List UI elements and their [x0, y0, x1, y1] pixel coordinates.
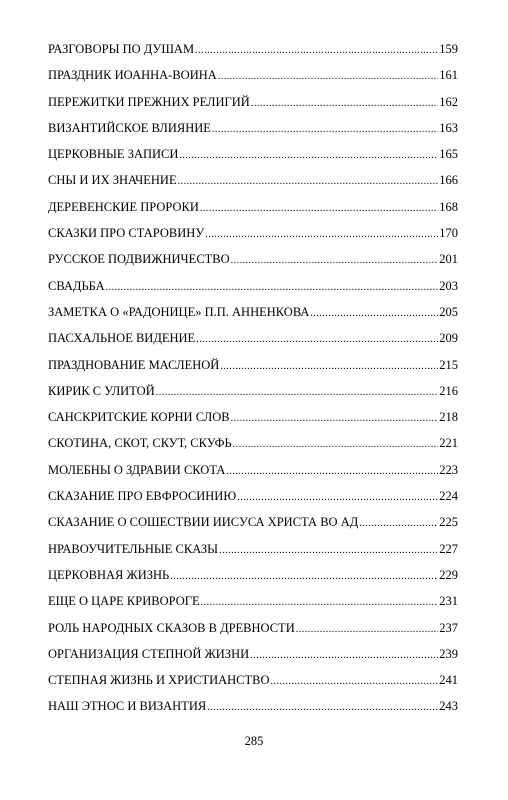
toc-entry-title: КИРИК С УЛИТОЙ — [48, 383, 155, 398]
toc-entry — [48, 252, 458, 278]
toc-entry — [48, 305, 458, 331]
toc-entry-page: 241 — [439, 673, 458, 688]
toc-entry-title: НАШ ЭТНОС И ВИЗАНТИЯ — [48, 699, 207, 714]
toc-entry — [48, 331, 458, 357]
toc-entry-page: 205 — [439, 304, 458, 319]
toc-entry-page: 225 — [439, 515, 458, 530]
toc-entry — [48, 489, 458, 515]
toc-entry-title: СКАЗКИ ПРО СТАРОВИНУ — [48, 226, 205, 241]
toc-entry-page: 216 — [439, 383, 458, 398]
toc-entry-title: ДЕРЕВЕНСКИЕ ПРОРОКИ — [48, 199, 199, 214]
toc-leader-dots — [231, 255, 439, 266]
toc-entry-title: ЕЩЕ О ЦАРЕ КРИВОРОГЕ — [48, 594, 200, 609]
toc-entry — [48, 621, 458, 647]
toc-entry — [48, 279, 458, 305]
toc-entry-title: СНЫ И ИХ ЗНАЧЕНИЕ — [48, 173, 177, 188]
toc-entry — [48, 147, 458, 173]
toc-entry — [48, 384, 458, 410]
toc-entry-page: 231 — [439, 594, 458, 609]
toc-leader-dots — [231, 413, 439, 424]
toc-leader-dots — [207, 702, 438, 713]
toc-leader-dots — [310, 308, 438, 319]
toc-entry — [48, 200, 458, 226]
toc-leader-dots — [195, 45, 438, 56]
toc-entry — [48, 568, 458, 594]
toc-entry-page: 227 — [439, 541, 458, 556]
toc-entry-page: 229 — [439, 567, 458, 582]
toc-leader-dots — [179, 150, 438, 161]
toc-entry — [48, 699, 458, 725]
toc-entry — [48, 410, 458, 436]
toc-entry — [48, 436, 458, 462]
toc-entry — [48, 42, 458, 68]
toc-entry-page: 215 — [439, 357, 458, 372]
toc-entry-title: ЦЕРКОВНЫЕ ЗАПИСИ — [48, 147, 179, 162]
toc-entry-page: 221 — [439, 436, 458, 451]
toc-entry-title: ОРГАНИЗАЦИЯ СТЕПНОЙ ЖИЗНИ — [48, 646, 250, 661]
toc-entry-page: 201 — [439, 252, 458, 267]
toc-entry-title: РУССКОЕ ПОДВИЖНИЧЕСТВО — [48, 252, 230, 267]
toc-leader-dots — [178, 176, 439, 187]
toc-entry-title: ПРАЗДНИК ИОАННА-ВОИНА — [48, 68, 217, 83]
toc-entry — [48, 515, 458, 541]
toc-leader-dots — [201, 597, 439, 608]
toc-entry-title: РОЛЬ НАРОДНЫХ СКАЗОВ В ДРЕВНОСТИ — [48, 620, 295, 635]
toc-leader-dots — [219, 545, 438, 556]
toc-leader-dots — [237, 492, 438, 503]
toc-leader-dots — [226, 466, 438, 477]
page-number: 285 — [244, 734, 264, 748]
toc-entry-page: 239 — [439, 646, 458, 661]
toc-entry-title: СТЕПНАЯ ЖИЗНЬ И ХРИСТИАНСТВО — [48, 673, 270, 688]
toc-entry-title: ПРАЗДНОВАНИЕ МАСЛЕНОЙ — [48, 357, 220, 372]
toc-entry-title: СКАЗАНИЕ О СОШЕСТВИИ ИИСУСА ХРИСТА ВО АД — [48, 515, 359, 530]
toc-entry-title: РАЗГОВОРЫ ПО ДУШАМ — [48, 42, 195, 56]
toc-entry-title: САНСКРИТСКИЕ КОРНИ СЛОВ — [48, 410, 230, 425]
toc-entry-title: ЗАМЕТКА О «РАДОНИЦЕ» П.П. АННЕНКОВА — [48, 304, 310, 319]
toc-leader-dots — [205, 229, 438, 240]
toc-entry — [48, 173, 458, 199]
table-of-contents — [48, 42, 458, 726]
toc-entry-page: 162 — [439, 94, 458, 109]
toc-entry — [48, 542, 458, 568]
toc-entry-page: 203 — [439, 278, 458, 293]
toc-entry-title: ЦЕРКОВНАЯ ЖИЗНЬ — [48, 567, 170, 582]
toc-leader-dots — [218, 71, 438, 82]
toc-entry — [48, 647, 458, 673]
toc-entry-page: 237 — [439, 620, 458, 635]
toc-entry-page: 159 — [439, 42, 458, 56]
toc-entry — [48, 463, 458, 489]
toc-entry-page: 166 — [439, 173, 458, 188]
toc-entry-page: 170 — [439, 226, 458, 241]
toc-entry-title: ПЕРЕЖИТКИ ПРЕЖНИХ РЕЛИГИЙ — [48, 94, 250, 109]
toc-leader-dots — [170, 571, 438, 582]
toc-leader-dots — [156, 387, 439, 398]
toc-leader-dots — [196, 334, 438, 345]
toc-entry — [48, 594, 458, 620]
toc-entry-title: НРАВОУЧИТЕЛЬНЫЕ СКАЗЫ — [48, 541, 219, 556]
toc-leader-dots — [271, 676, 439, 687]
toc-entry-title: ВИЗАНТИЙСКОЕ ВЛИЯНИЕ — [48, 120, 211, 135]
toc-leader-dots — [106, 282, 439, 293]
toc-entry-page: 163 — [439, 120, 458, 135]
toc-entry-page: 224 — [439, 489, 458, 504]
toc-entry-title: МОЛЕБНЫ О ЗДРАВИИ СКОТА — [48, 462, 226, 477]
toc-entry-page: 243 — [439, 699, 458, 714]
toc-leader-dots — [220, 361, 438, 372]
toc-entry — [48, 673, 458, 699]
toc-leader-dots — [200, 203, 438, 214]
toc-entry-page: 223 — [439, 462, 458, 477]
toc-entry-title: СКАЗАНИЕ ПРО ЕВФРОСИНИЮ — [48, 489, 237, 504]
toc-entry — [48, 226, 458, 252]
toc-entry — [48, 121, 458, 147]
toc-entry — [48, 68, 458, 94]
toc-entry-title: ПАСХАЛЬНОЕ ВИДЕНИЕ — [48, 331, 196, 346]
toc-entry-page: 209 — [439, 331, 458, 346]
toc-entry-title: СВАДЬБА — [48, 278, 105, 293]
toc-leader-dots — [212, 124, 438, 135]
toc-leader-dots — [251, 98, 438, 109]
toc-entry-page: 218 — [439, 410, 458, 425]
toc-entry-title: СКОТИНА, СКОТ, СКУТ, СКУФЬ — [48, 436, 232, 451]
toc-entry-page: 161 — [439, 68, 458, 83]
toc-entry — [48, 358, 458, 384]
toc-leader-dots — [359, 518, 438, 529]
toc-entry — [48, 95, 458, 121]
toc-entry-page: 168 — [439, 199, 458, 214]
toc-leader-dots — [233, 439, 439, 450]
toc-leader-dots — [250, 650, 438, 661]
toc-leader-dots — [296, 624, 439, 635]
toc-entry-page: 165 — [439, 147, 458, 162]
